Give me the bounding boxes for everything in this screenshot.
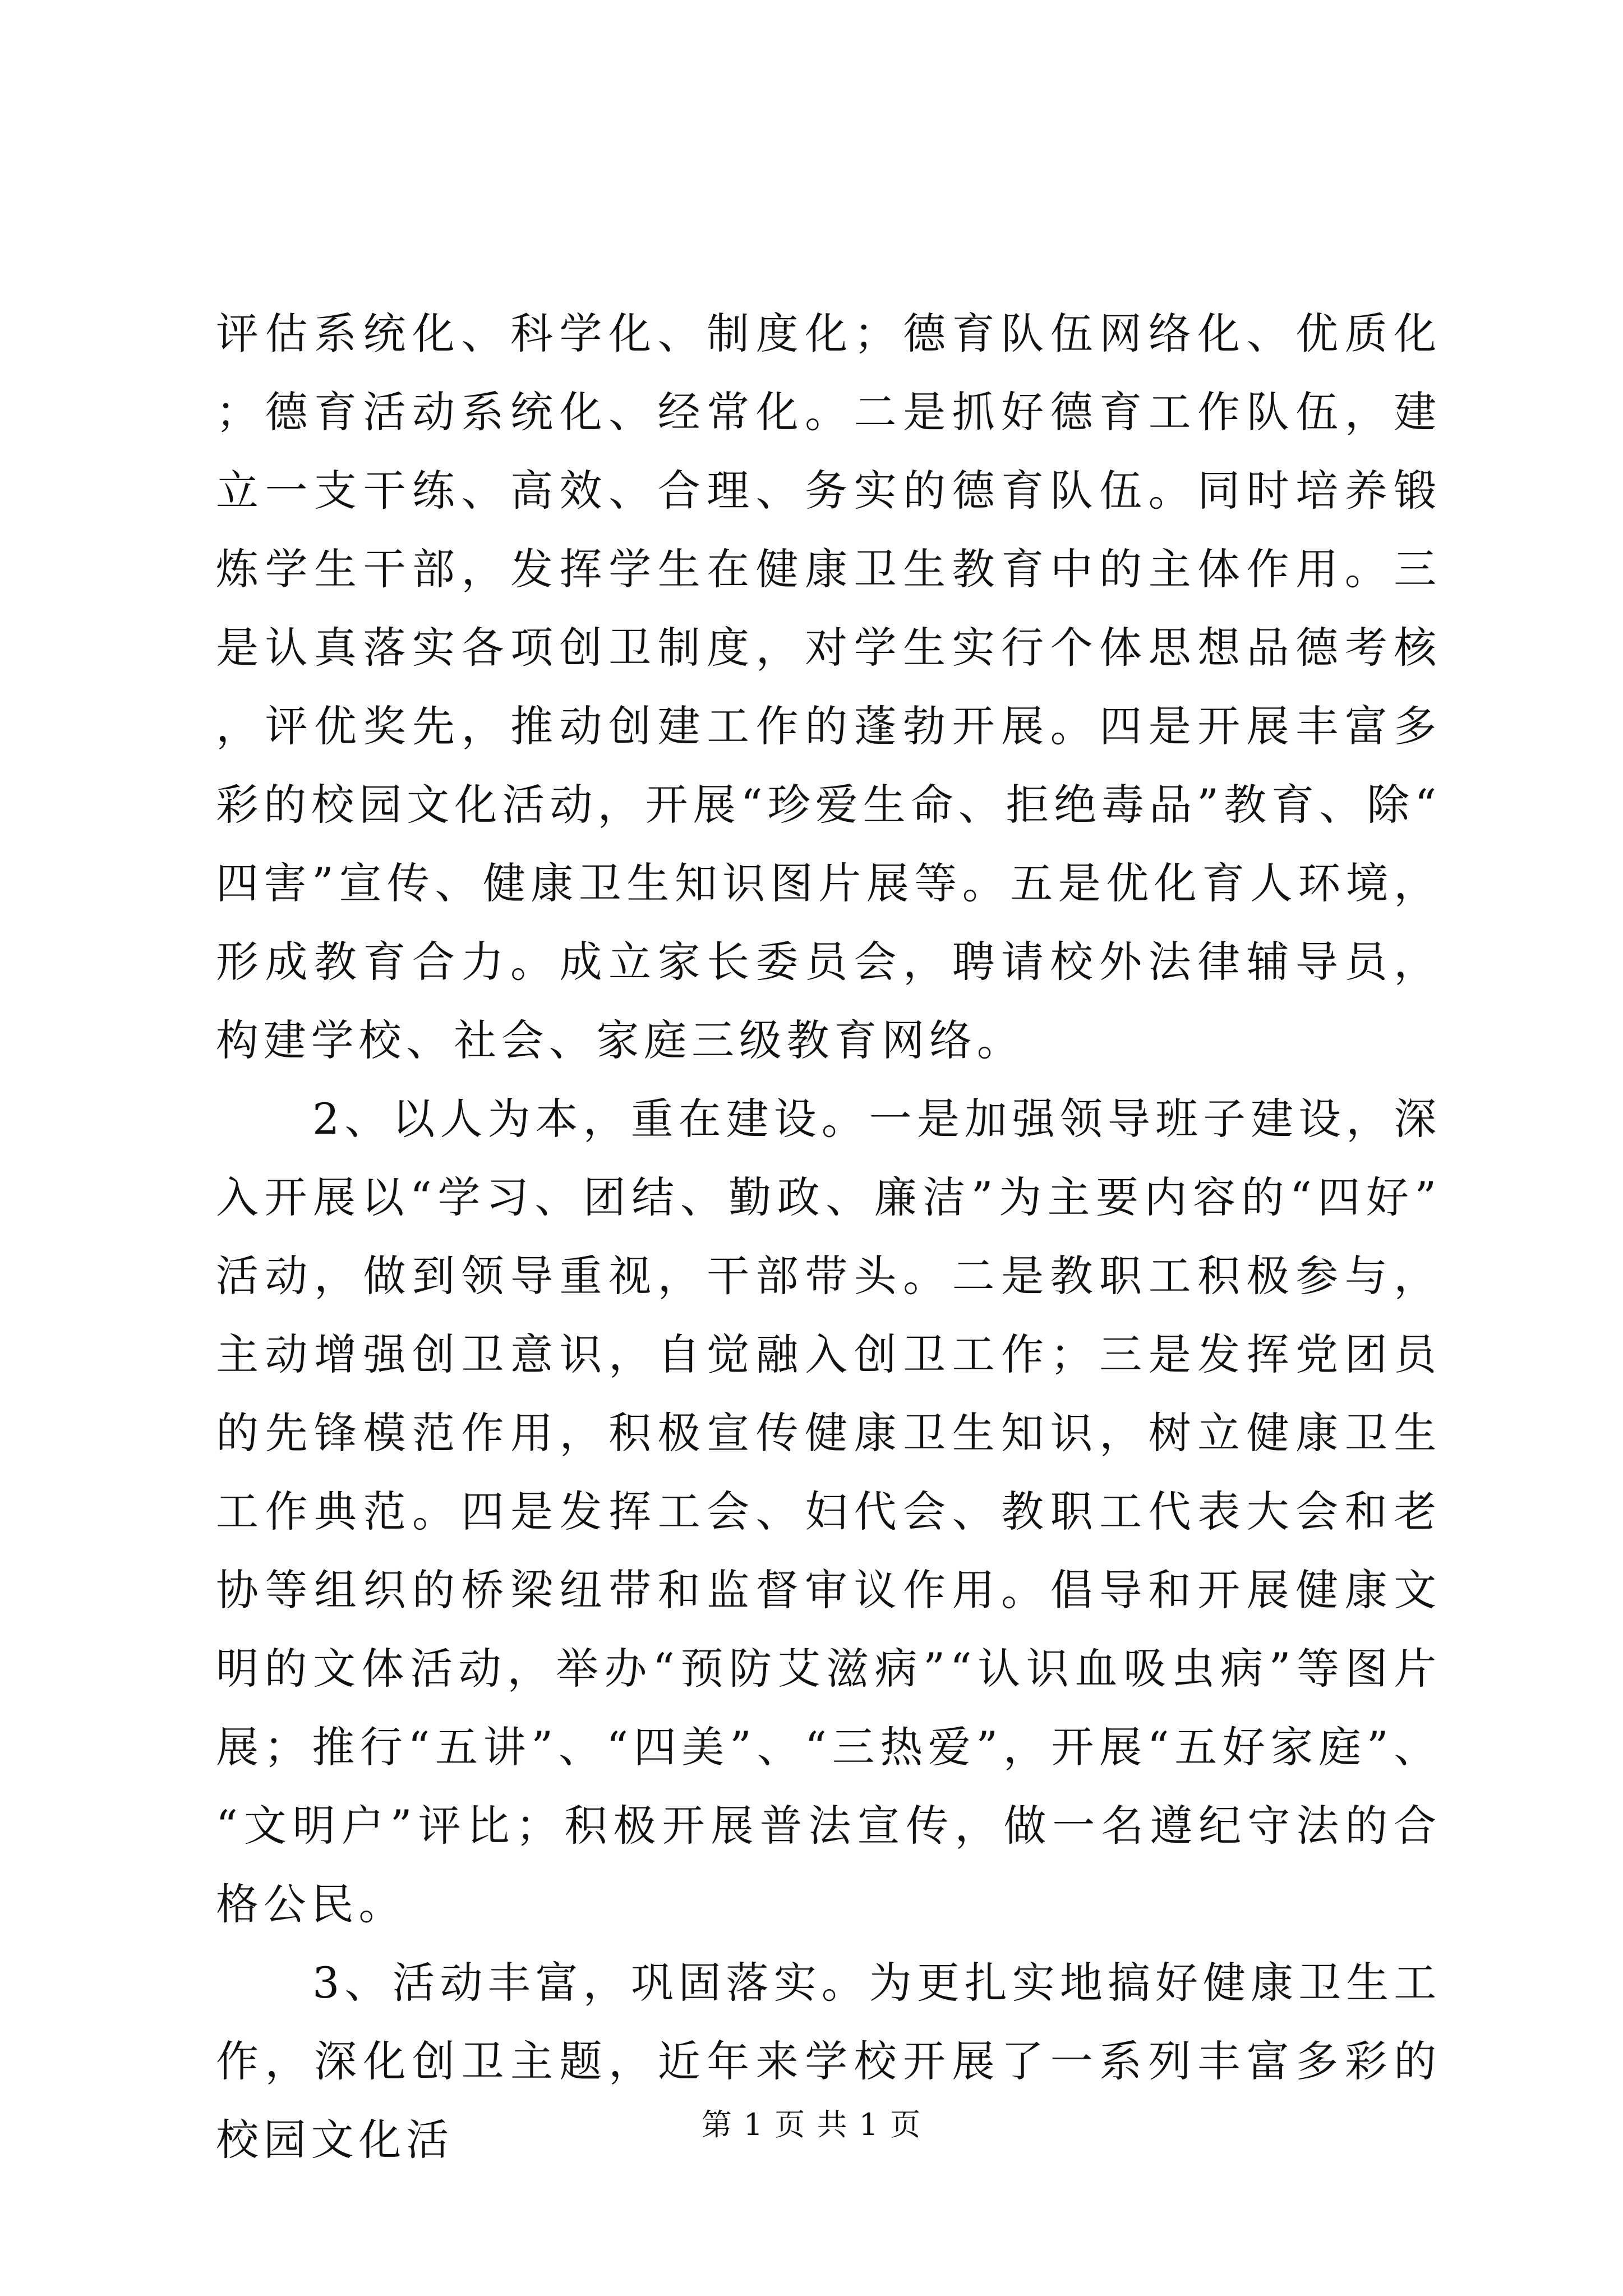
page-number-footer: 第 1 页 共 1 页 bbox=[701, 2107, 922, 2142]
paragraph-rich-activities: 3、活动丰富，巩固落实。为更扎实地搞好健康卫生工作，深化创卫主题，近年来学校开展了一系列丰富多彩的校园文化活 bbox=[216, 1958, 1441, 2165]
paragraph-people-oriented: 2、以人为本，重在建设。一是加强领导班子建设，深入开展以“学习、团结、勤政、廉洁”为主要内容的“四好”活动，做到领导重视，干部带头。二是教职工积极参与，主动增强创卫意识，自觉融入创卫工作；三是发挥党团员的先锋模范作用，积极宣传健康卫生知识，树立健康卫生工作典范。四是发挥工会、妇代会、教职工代表大会和老协等组织的桥梁纽带和监督审议作用。倡导和开展健康文明的文体活动，举办“预防艾滋病”“认识血吸虫病”等图片展；推行“五讲”、“四美”、“三热爱”，开展“五好家庭”、“文明户”评比；积极开展普法宣传，做一名遵纪守法的合格公民。 bbox=[216, 1094, 1441, 1929]
paragraph-moral-education-continued: 评估系统化、科学化、制度化；德育队伍网络化、优质化；德育活动系统化、经常化。二是抓好德育工作队伍，建立一支干练、高效、合理、务实的德育队伍。同时培养锻炼学生干部，发挥学生在健康卫生教育中的主体作用。三是认真落实各项创卫制度，对学生实行个体思想品德考核，评优奖先，推动创建工作的蓬勃开展。四是开展丰富多彩的校园文化活动，开展“珍爱生命、拒绝毒品”教育、除“四害”宣传、健康卫生知识图片展等。五是优化育人环境，形成教育合力。成立家长委员会，聘请校外法律辅导员，构建学校、社会、家庭三级教育网络。 bbox=[216, 309, 1441, 1065]
document-body bbox=[216, 295, 1441, 2179]
